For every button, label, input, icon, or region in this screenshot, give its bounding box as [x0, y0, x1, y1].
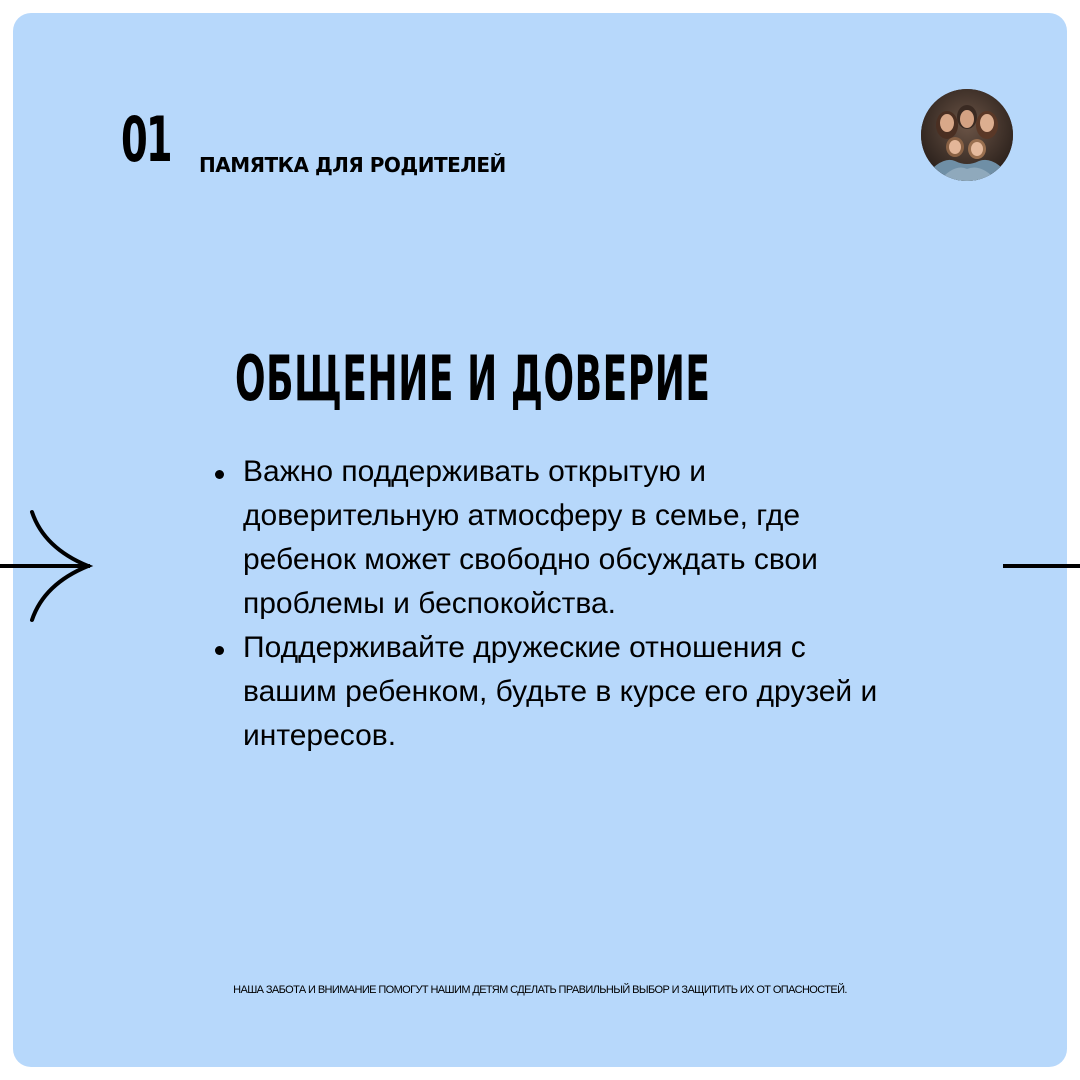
section-title: ОБЩЕНИЕ И ДОВЕРИЕ	[235, 342, 711, 415]
bullet-text: Поддерживайте дружеские отношения с вашим ребенком, будьте в курсе его друзей и интересов.	[243, 631, 878, 752]
bullet-list	[209, 450, 899, 758]
divider-line	[1003, 564, 1080, 568]
list-item	[209, 626, 899, 758]
footer-text: НАША ЗАБОТА И ВНИМАНИЕ ПОМОГУТ НАШИМ ДЕТЯМ СДЕЛАТЬ ПРАВИЛЬНЫЙ ВЫБОР И ЗАЩИТИТЬ ИХ ОТ ОПАСНОСТЕЙ.	[233, 984, 847, 996]
slide-card	[13, 13, 1067, 1067]
arrow-right-icon	[0, 508, 96, 624]
avatar	[921, 89, 1013, 181]
slide-number: 01	[121, 103, 171, 176]
family-photo-icon	[921, 89, 1013, 181]
bullet-text: Важно поддерживать открытую и доверительную атмосферу в семье, где ребенок может свободно обсуждать свои проблемы и беспокойства.	[243, 455, 818, 620]
list-item	[209, 450, 899, 626]
header-label: ПАМЯТКА ДЛЯ РОДИТЕЛЕЙ	[199, 153, 506, 177]
bullet-dot-icon	[215, 470, 224, 479]
bullet-dot-icon	[215, 646, 224, 655]
